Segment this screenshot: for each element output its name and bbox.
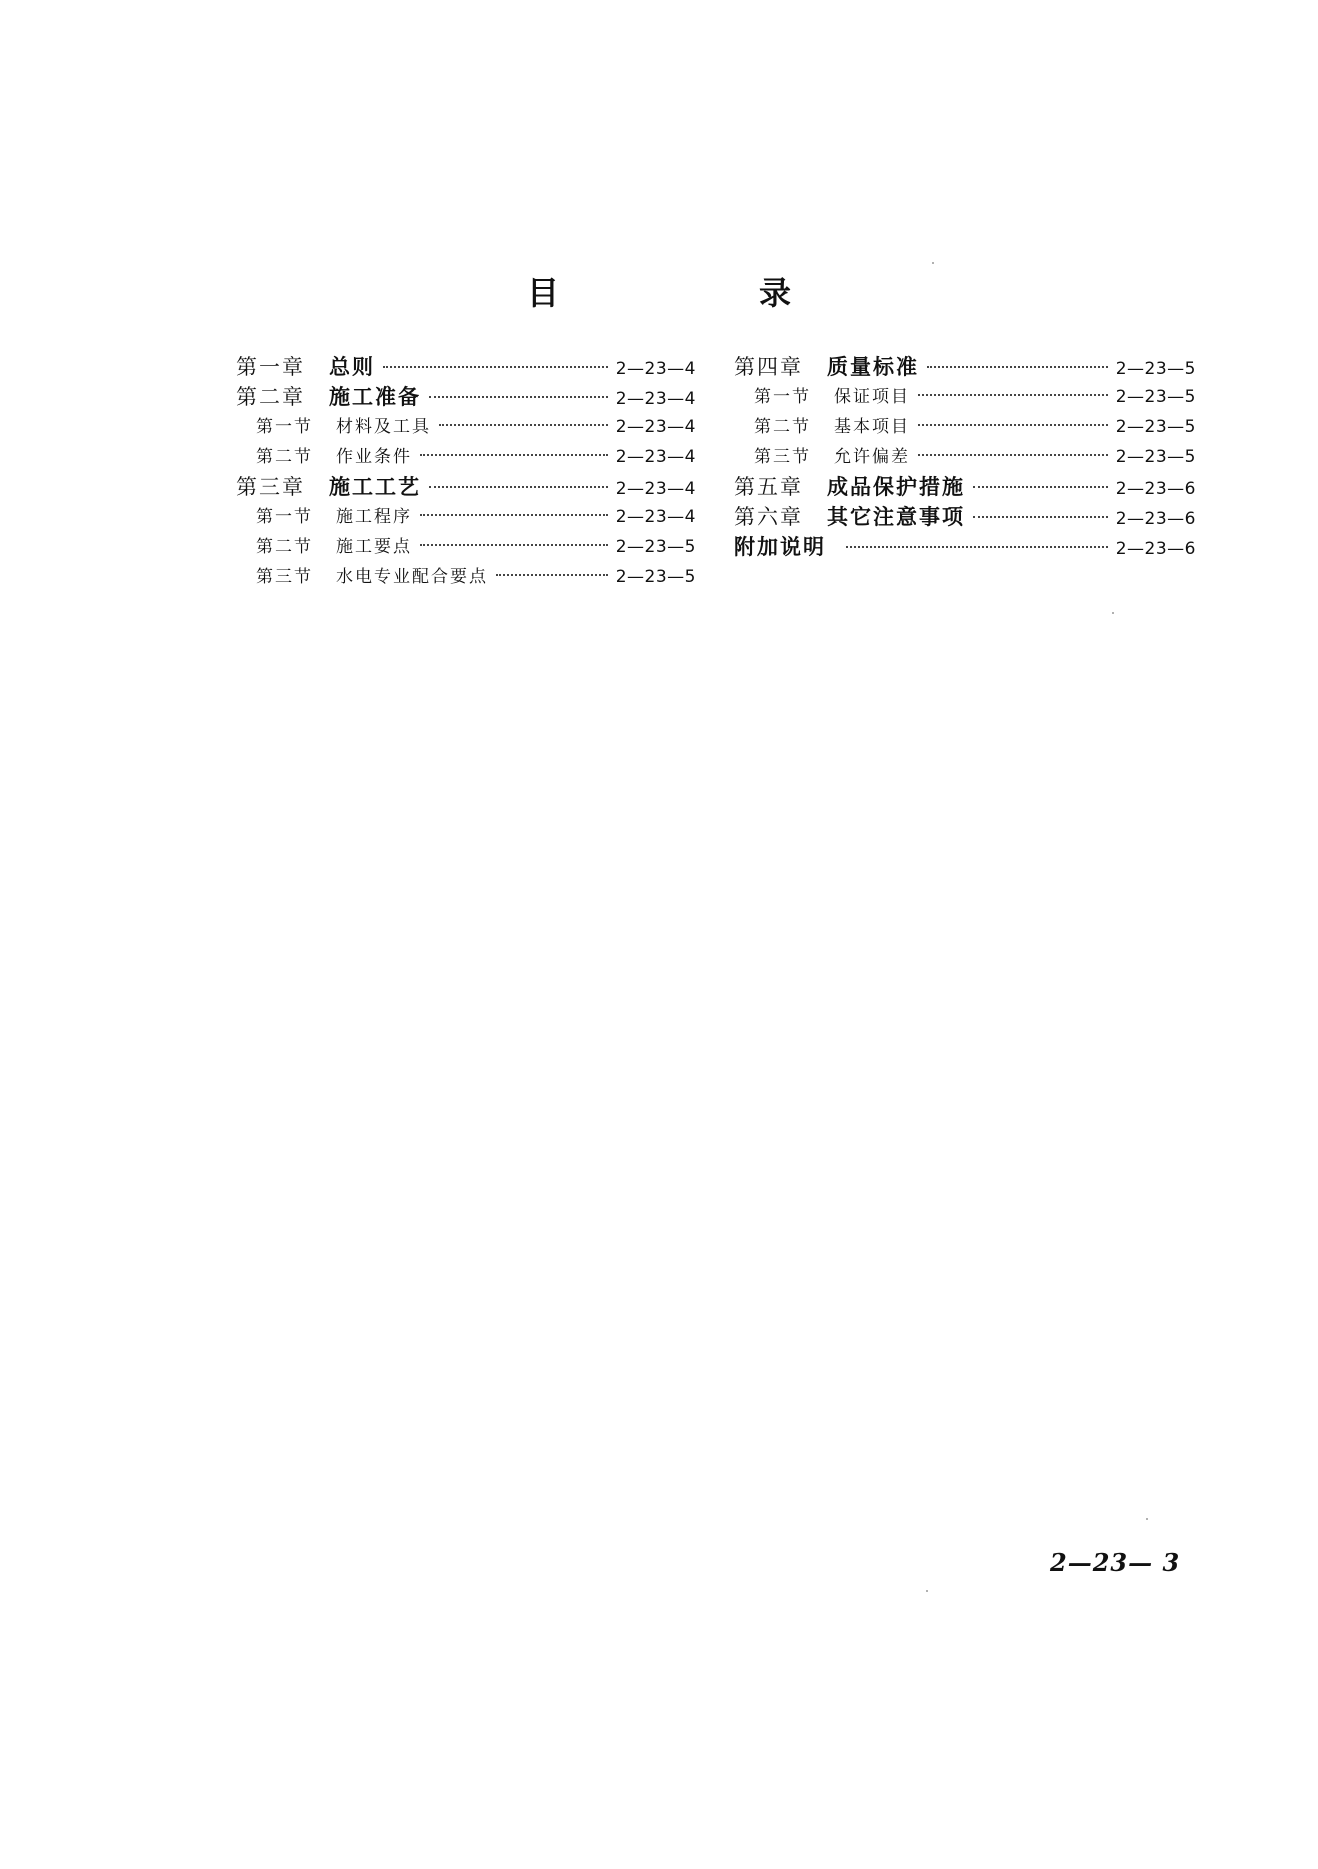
entry-number: 第二章 bbox=[236, 385, 305, 409]
dot-leader bbox=[973, 516, 1108, 518]
entry-title: 保证项目 bbox=[834, 387, 910, 407]
toc-title bbox=[0, 268, 1318, 314]
dot-leader bbox=[846, 546, 1108, 548]
entry-title: 材料及工具 bbox=[336, 417, 431, 437]
dot-leader bbox=[383, 366, 608, 368]
entry-title: 允许偏差 bbox=[834, 447, 910, 467]
scan-speck bbox=[932, 262, 934, 264]
toc-entry[interactable] bbox=[236, 562, 696, 592]
entry-number: 第六章 bbox=[734, 505, 803, 529]
entry-title: 其它注意事项 bbox=[827, 504, 965, 529]
toc-entry[interactable] bbox=[734, 532, 1196, 562]
entry-title: 基本项目 bbox=[834, 417, 910, 437]
entry-title: 总则 bbox=[329, 354, 375, 379]
toc-right-column bbox=[734, 352, 1196, 562]
dot-leader bbox=[973, 486, 1108, 488]
entry-title: 施工要点 bbox=[336, 537, 412, 557]
entry-page: 2—23—4 bbox=[615, 359, 696, 379]
entry-page: 2—23—4 bbox=[615, 479, 696, 499]
dot-leader bbox=[918, 454, 1108, 456]
dot-leader bbox=[429, 396, 608, 398]
entry-page: 2—23—5 bbox=[615, 537, 696, 557]
page-number: 2—23— 3 bbox=[1050, 1548, 1181, 1577]
entry-title: 施工准备 bbox=[329, 384, 421, 409]
entry-number: 第三节 bbox=[256, 567, 313, 587]
entry-page: 2—23—4 bbox=[615, 417, 696, 437]
entry-number: 第四章 bbox=[734, 355, 803, 379]
entry-number: 第五章 bbox=[734, 475, 803, 499]
dot-leader bbox=[420, 544, 608, 546]
entry-title: 施工工艺 bbox=[329, 474, 421, 499]
toc-title-char-1: 目 bbox=[526, 274, 659, 312]
entry-number: 第一节 bbox=[256, 417, 313, 437]
toc-left-column bbox=[236, 352, 696, 592]
toc-entry[interactable] bbox=[236, 352, 696, 382]
entry-page: 2—23—5 bbox=[1115, 417, 1196, 437]
entry-page: 2—23—6 bbox=[1115, 509, 1196, 529]
entry-number: 第一节 bbox=[256, 507, 313, 527]
entry-page: 2—23—5 bbox=[1115, 359, 1196, 379]
toc-entry[interactable] bbox=[236, 412, 696, 442]
toc-entry[interactable] bbox=[236, 472, 696, 502]
toc-entry[interactable] bbox=[734, 352, 1196, 382]
entry-title: 水电专业配合要点 bbox=[336, 567, 488, 587]
entry-title: 质量标准 bbox=[827, 354, 919, 379]
entry-number: 附加说明 bbox=[734, 534, 826, 559]
entry-title: 施工程序 bbox=[336, 507, 412, 527]
dot-leader bbox=[420, 514, 608, 516]
toc-entry[interactable] bbox=[734, 382, 1196, 412]
entry-number: 第一节 bbox=[754, 387, 811, 407]
entry-page: 2—23—4 bbox=[615, 507, 696, 527]
dot-leader bbox=[496, 574, 608, 576]
dot-leader bbox=[918, 424, 1108, 426]
toc-entry[interactable] bbox=[236, 502, 696, 532]
entry-page: 2—23—6 bbox=[1115, 539, 1196, 559]
dot-leader bbox=[429, 486, 608, 488]
entry-number: 第三章 bbox=[236, 475, 305, 499]
toc-entry[interactable] bbox=[734, 472, 1196, 502]
entry-number: 第二节 bbox=[256, 447, 313, 467]
entry-number: 第一章 bbox=[236, 355, 305, 379]
dot-leader bbox=[927, 366, 1108, 368]
scan-speck bbox=[1112, 612, 1114, 614]
entry-title: 作业条件 bbox=[336, 447, 412, 467]
entry-number: 第二节 bbox=[256, 537, 313, 557]
toc-entry[interactable] bbox=[734, 442, 1196, 472]
scan-speck bbox=[1146, 1518, 1148, 1520]
toc-entry[interactable] bbox=[236, 442, 696, 472]
dot-leader bbox=[420, 454, 608, 456]
entry-page: 2—23—5 bbox=[1115, 387, 1196, 407]
entry-number: 第三节 bbox=[754, 447, 811, 467]
toc-entry[interactable] bbox=[734, 412, 1196, 442]
entry-page: 2—23—6 bbox=[1115, 479, 1196, 499]
scan-speck bbox=[926, 1590, 928, 1592]
toc-title-char-2: 录 bbox=[759, 274, 892, 312]
entry-page: 2—23—4 bbox=[615, 389, 696, 409]
toc-entry[interactable] bbox=[236, 382, 696, 412]
toc-entry[interactable] bbox=[734, 502, 1196, 532]
entry-page: 2—23—5 bbox=[615, 567, 696, 587]
dot-leader bbox=[918, 394, 1108, 396]
dot-leader bbox=[439, 424, 608, 426]
entry-number: 第二节 bbox=[754, 417, 811, 437]
entry-title: 成品保护措施 bbox=[827, 474, 965, 499]
toc-entry[interactable] bbox=[236, 532, 696, 562]
entry-page: 2—23—5 bbox=[1115, 447, 1196, 467]
entry-page: 2—23—4 bbox=[615, 447, 696, 467]
